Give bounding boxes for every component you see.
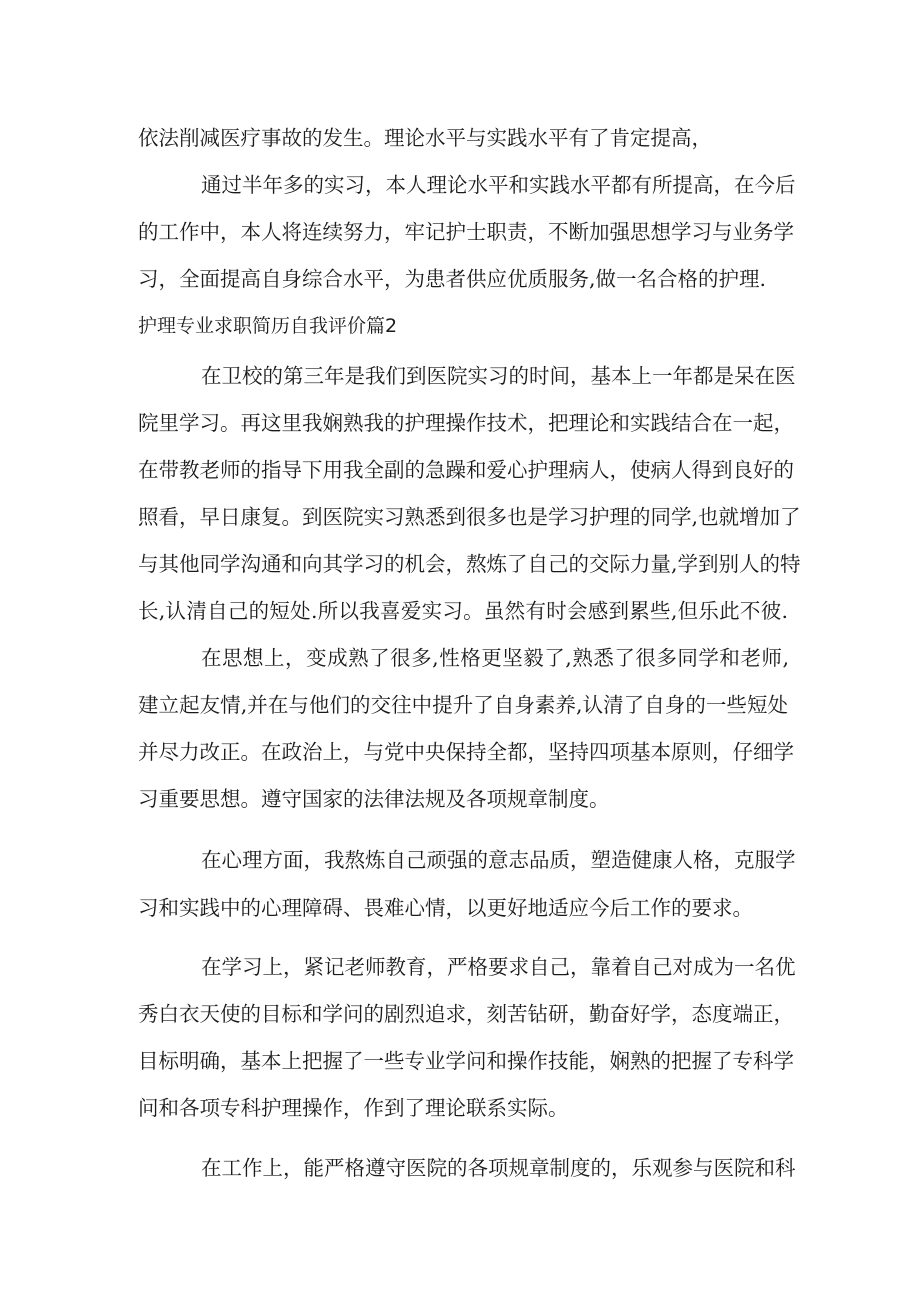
text-line: 目标明确，基本上把握了一些专业学问和操作技能，娴熟的把握了专科学 bbox=[138, 1049, 794, 1073]
text-line: 习重要思想。遵守国家的法律法规及各项规章制度。 bbox=[138, 787, 610, 811]
text-line: 长,认清自己的短处.所以我喜爱实习。虽然有时会感到累些,但乐此不彼. bbox=[138, 599, 788, 623]
text-line: 在带教老师的指导下用我全副的急躁和爱心护理病人，使病人得到良好的 bbox=[138, 458, 794, 482]
section-heading: 护理专业求职简历自我评价篇2 bbox=[138, 315, 398, 337]
text-line: 在思想上，变成熟了很多,性格更坚毅了,熟悉了很多同学和老师, bbox=[201, 646, 789, 670]
text-line: 的工作中，本人将连续努力，牢记护士职责，不断加强思想学习与业务学 bbox=[138, 220, 794, 244]
text-line: 习，全面提高自身综合水平，为患者供应优质服务,做一名合格的护理. bbox=[138, 267, 767, 291]
text-line: 在学习上，紧记老师教育，严格要求自己，靠着自己对成为一名优 bbox=[201, 955, 796, 979]
text-line: 建立起友情,并在与他们的交往中提升了自身素养,认清了自身的一些短处 bbox=[138, 693, 788, 717]
text-line: 习和实践中的心理障碍、畏难心情，以更好地适应今后工作的要求。 bbox=[138, 896, 753, 920]
text-line: 通过半年多的实习，本人理论水平和实践水平都有所提高，在今后 bbox=[201, 173, 796, 197]
text-line: 并尽力改正。在政治上，与党中央保持全都，坚持四项基本原则，仔细学 bbox=[138, 740, 794, 764]
text-line: 秀白衣天使的目标和学问的剧烈追求，刻苦钻研，勤奋好学，态度端正， bbox=[138, 1002, 794, 1026]
text-line: 在卫校的第三年是我们到医院实习的时间，基本上一年都是呆在医 bbox=[201, 364, 796, 388]
text-line: 在心理方面，我熬炼自己顽强的意志品质，塑造健康人格，克服学 bbox=[201, 848, 796, 872]
text-line: 问和各项专科护理操作，作到了理论联系实际。 bbox=[138, 1096, 569, 1120]
text-line: 在工作上，能严格遵守医院的各项规章制度的，乐观参与医院和科 bbox=[201, 1156, 796, 1180]
text-line: 照看，早日康复。到医院实习熟悉到很多也是学习护理的同学,也就增加了 bbox=[138, 505, 801, 529]
text-line: 与其他同学沟通和向其学习的机会，熬炼了自己的交际力量,学到别人的特 bbox=[138, 552, 801, 576]
text-line: 院里学习。再这里我娴熟我的护理操作技术，把理论和实践结合在一起， bbox=[138, 411, 794, 435]
text-line: 依法削减医疗事故的发生。理论水平与实践水平有了肯定提高， bbox=[138, 126, 712, 150]
